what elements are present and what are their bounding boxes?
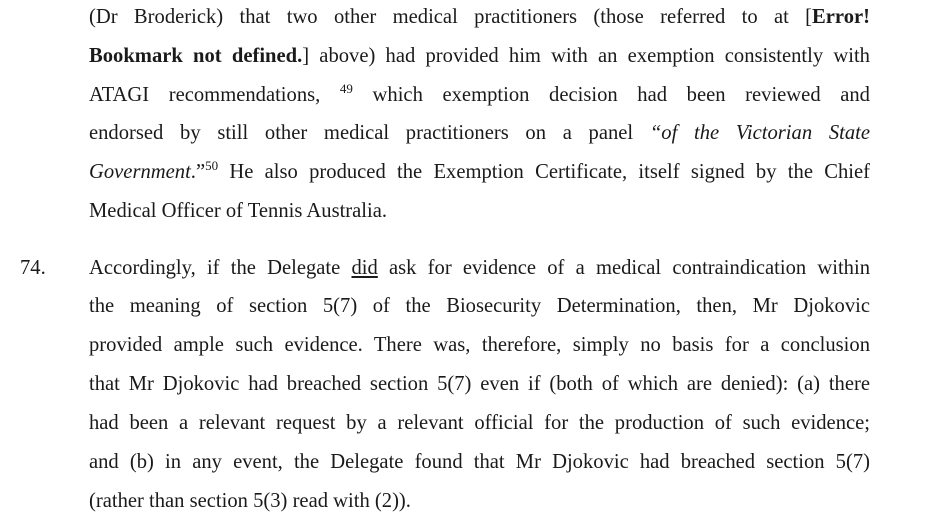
text-line: [89, 157, 870, 187]
text-line: [89, 118, 870, 148]
italic-quote: Government: [89, 161, 191, 183]
footnote-marker[interactable]: 50: [205, 158, 219, 173]
text-span: ] above) had provided him with an exemption consistently with: [302, 45, 870, 67]
text-span: ask for evidence of a medical contraindication within: [377, 257, 870, 279]
text-line: [89, 291, 870, 321]
text-span: endorsed by still other medical practitioners on a panel: [89, 122, 650, 144]
text-line: [89, 80, 870, 110]
text-line: [89, 2, 870, 32]
footnote-marker[interactable]: 49: [339, 81, 353, 96]
text-line: [89, 369, 870, 399]
text-span: He also produced the Exemption Certificate, itself signed by the Chief: [218, 161, 870, 183]
text-span: (Dr Broderick) that two other medical practitioners (those referred to at [: [89, 6, 813, 28]
text-span: had been a relevant request by a relevant official for the production of such evidence;: [89, 412, 870, 434]
text-line: [89, 330, 870, 360]
text-line: [89, 447, 870, 477]
text-span: provided ample such evidence. There was, therefore, simply no basis for a conclusion: [89, 334, 870, 356]
bold-bookmark-text: Bookmark not defined.: [89, 45, 303, 67]
text-line: [89, 41, 870, 71]
text-line: [89, 196, 870, 226]
text-span: which exemption decision had been reviewed and: [352, 84, 870, 106]
text-span: ATAGI recommendations,: [89, 84, 321, 106]
bold-error-text: Error!: [812, 6, 870, 28]
text-span: (rather than section 5(3) read with (2)).: [89, 490, 411, 512]
text-span: Medical Officer of Tennis Australia.: [89, 200, 388, 222]
underlined-word: did: [351, 257, 378, 279]
italic-quote: “of the Victorian State: [649, 122, 870, 144]
text-line: [89, 253, 870, 283]
text-span: and (b) in any event, the Delegate found that Mr Djokovic had breached section 5(7): [89, 451, 870, 473]
text-span: Accordingly, if the Delegate: [89, 257, 352, 279]
text-line: [89, 408, 870, 438]
text-span: that Mr Djokovic had breached section 5(7) even if (both of which are denied): (a) there: [89, 373, 870, 395]
paragraph-number: 74.: [20, 257, 46, 279]
text-span: the meaning of section 5(7) of the Biosecurity Determination, then, Mr Djokovic: [89, 295, 870, 317]
text-line: [89, 486, 870, 516]
text-span: .”: [190, 161, 206, 183]
